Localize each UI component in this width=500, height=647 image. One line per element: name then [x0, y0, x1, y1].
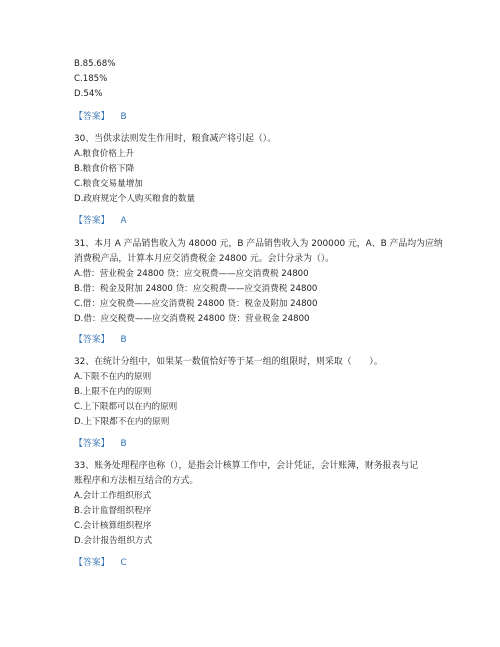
- option-a: A.借：营业税金 24800 贷：应交税费——应交消费税 24800: [74, 269, 309, 279]
- option-b: B.借：税金及附加 24800 贷：应交税费——应交消费税 24800: [74, 284, 318, 294]
- answer-line: [74, 557, 127, 569]
- option-a: A.粮食价格上升: [74, 149, 135, 159]
- option-d: D.借：应交税费——应交消费税 24800 贷：营业税金 24800: [74, 314, 310, 324]
- answer-line: [74, 438, 127, 450]
- answer-tag: 【答案】: [74, 439, 110, 449]
- question-stem: 30、当供求法则发生作用时，粮食减产将引起（）。: [74, 134, 277, 144]
- option-c: C.会计核算组织程序: [74, 521, 152, 531]
- question-stem-cont: 账程序和方法相互结合的方式。: [74, 476, 199, 486]
- option-d: D.上下限都不在内的原则: [74, 417, 170, 427]
- option-d: D.54%: [74, 89, 103, 99]
- answer-tag: 【答案】: [74, 335, 110, 345]
- answer-tag: 【答案】: [74, 112, 110, 122]
- question-stem: 33、账务处理程序也称（），是指会计核算工作中，会计凭证，会计账簿，财务报表与记: [74, 461, 419, 471]
- answer-line: [74, 111, 127, 123]
- answer-tag: 【答案】: [74, 558, 110, 568]
- answer-value: B: [120, 112, 127, 122]
- option-b: B.85.68%: [74, 59, 116, 69]
- option-d: D.政府规定个人购买粮食的数量: [74, 194, 196, 204]
- answer-value: C: [120, 558, 127, 568]
- option-b: B.粮食价格下降: [74, 164, 135, 174]
- option-a: A.下限不在内的原则: [74, 372, 152, 382]
- answer-tag: 【答案】: [74, 216, 110, 226]
- question-stem-cont: 消费税产品，计算本月应交消费税金 24800 元。会计分录为（）。: [74, 254, 335, 264]
- answer-value: A: [120, 216, 127, 226]
- answer-value: B: [120, 335, 127, 345]
- option-c: C.上下限都可以在内的原则: [74, 402, 178, 412]
- option-b: B.会计监督组织程序: [74, 506, 152, 516]
- option-c: C.185%: [74, 74, 108, 84]
- answer-value: B: [120, 439, 127, 449]
- option-c: C.借：应交税费——应交消费税 24800 贷：税金及附加 24800: [74, 299, 318, 309]
- option-c: C.粮食交易量增加: [74, 179, 143, 189]
- question-stem: 32、在统计分组中，如果某一数值恰好等于某一组的组限时，则采取（ ）。: [74, 357, 383, 367]
- option-b: B.上限不在内的原则: [74, 387, 152, 397]
- question-stem: 31、本月 A 产品销售收入为 48000 元，B 产品销售收入为 200000 元，A、B 产品均为应纳: [74, 239, 443, 249]
- answer-line: [74, 334, 127, 346]
- answer-line: [74, 215, 127, 227]
- option-d: D.会计报告组织方式: [74, 536, 153, 546]
- option-a: A.会计工作组织形式: [74, 491, 152, 501]
